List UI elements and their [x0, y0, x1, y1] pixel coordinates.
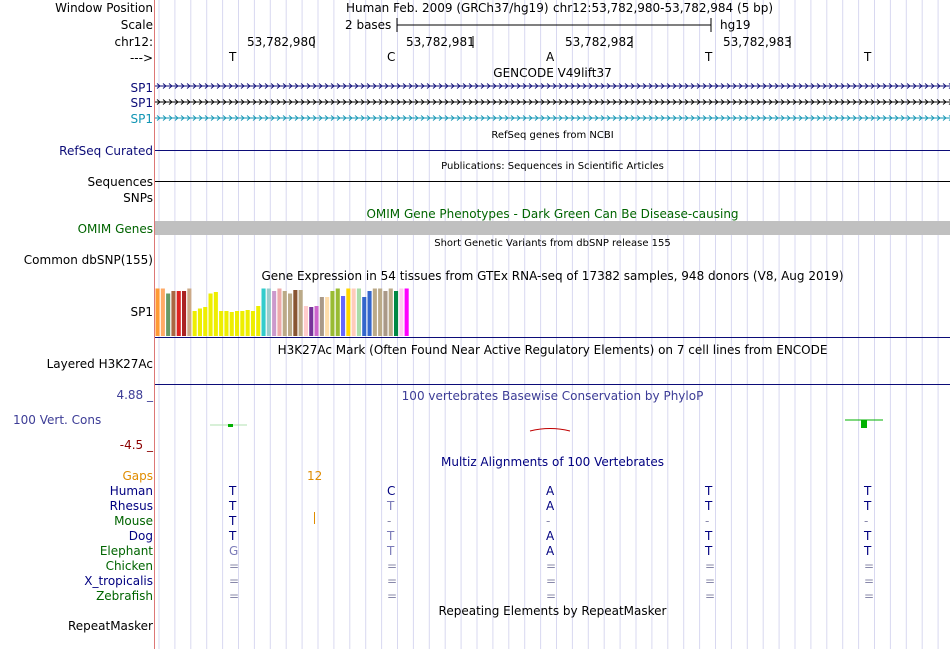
assembly-name: Human Feb. 2009 (GRCh37/hg19) — [346, 1, 549, 15]
gtex-tissue-bar — [378, 289, 382, 337]
gtex-tissue-bar — [166, 294, 170, 337]
omim-label[interactable]: OMIM Genes — [77, 222, 153, 236]
gtex-tissue-bar — [246, 310, 250, 336]
omim-track-title[interactable]: OMIM Gene Phenotypes - Dark Green Can Be Disease-causing — [366, 207, 739, 221]
aligned-base: A — [546, 529, 555, 543]
species-label: Zebrafish — [96, 589, 153, 603]
gaps-label[interactable]: Gaps — [122, 469, 153, 483]
cons-signal[interactable] — [155, 410, 950, 440]
gtex-tissue-bar — [399, 289, 403, 337]
db-name: hg19 — [720, 18, 751, 32]
h3k27ac-label[interactable]: Layered H3K27Ac — [46, 357, 153, 371]
gtex-tissue-bar — [267, 289, 271, 337]
gtex-tissue-bar — [214, 292, 218, 336]
aligned-base: T — [864, 499, 872, 513]
aligned-base: - — [387, 514, 392, 528]
base-letter: T — [705, 50, 713, 64]
coord-label: 53,782,982 — [565, 35, 634, 49]
publications-feature[interactable] — [155, 181, 950, 182]
gap-count: 12 — [307, 469, 323, 483]
chrom-label: chr12: — [114, 35, 153, 49]
gtex-tissue-bar — [230, 312, 234, 336]
transcript-line — [155, 84, 950, 121]
gtex-tissue-bar — [182, 291, 186, 336]
strand-label: ---> — [129, 51, 153, 65]
aligned-base: - — [864, 514, 869, 528]
gtex-tissue-bar — [240, 311, 244, 336]
base-letter: T — [864, 50, 872, 64]
scale-label: Scale — [120, 18, 153, 32]
gtex-tissue-bar — [161, 289, 165, 337]
gtex-tissue-bar — [293, 290, 297, 336]
gencode-transcripts[interactable] — [155, 80, 950, 126]
aligned-base: T — [229, 499, 237, 513]
publications-label[interactable]: Sequences — [87, 175, 153, 189]
gtex-tissue-bar — [357, 289, 361, 337]
gtex-tissue-bar — [251, 311, 255, 336]
base-letter: T — [229, 50, 237, 64]
aligned-base: A — [546, 544, 555, 558]
gtex-tissue-bar — [299, 290, 303, 336]
gtex-tissue-bar — [224, 311, 228, 336]
gencode-track-title[interactable]: GENCODE V49lift37 — [493, 66, 612, 80]
h3k27ac-track-title[interactable]: H3K27Ac Mark (Often Found Near Active Regulatory Elements) on 7 cell lines from ENCODE — [277, 343, 828, 357]
gencode-gene-label[interactable]: SP1 — [130, 112, 153, 126]
aligned-base: = — [864, 589, 875, 603]
gtex-tissue-bar — [304, 306, 308, 336]
gtex-tissue-bar — [193, 311, 197, 336]
h3k27ac-baseline — [155, 384, 950, 385]
gtex-tissue-bar — [177, 291, 181, 336]
snps-label[interactable]: SNPs — [123, 191, 153, 205]
aligned-base: = — [387, 589, 398, 603]
gtex-tissue-bar — [203, 307, 207, 336]
gtex-expression-bars[interactable] — [155, 284, 555, 337]
window-position-label: Window Position — [55, 1, 153, 15]
aligned-base: T — [705, 544, 713, 558]
aligned-base: T — [864, 544, 872, 558]
publications-track-title[interactable]: Publications: Sequences in Scientific Articles — [441, 161, 664, 172]
species-label: X_tropicalis — [84, 574, 153, 588]
gtex-tissue-bar — [277, 289, 281, 337]
gencode-gene-label[interactable]: SP1 — [130, 96, 153, 110]
gtex-tissue-bar — [272, 291, 276, 336]
gtex-tissue-bar — [362, 297, 366, 336]
mouse-insertion-marker — [314, 512, 315, 524]
aligned-base: - — [546, 514, 551, 528]
aligned-base: = — [546, 559, 557, 573]
dbsnp-label[interactable]: Common dbSNP(155) — [23, 253, 153, 267]
gtex-tissue-bar — [383, 291, 387, 336]
gtex-gene-label[interactable]: SP1 — [130, 305, 153, 319]
gtex-tissue-bar — [256, 306, 260, 336]
gtex-track-title[interactable]: Gene Expression in 54 tissues from GTEx RNA-seq of 17382 samples, 948 donors (V8, Aug 2019) — [261, 269, 844, 283]
gtex-tissue-bar — [394, 291, 398, 336]
species-label: Human — [109, 484, 153, 498]
gtex-tissue-bar — [325, 297, 329, 336]
cons-peak — [228, 424, 233, 427]
cons-max-label: 4.88 _ — [116, 388, 153, 402]
gtex-tissue-bar — [288, 294, 292, 337]
aligned-base: = — [546, 574, 557, 588]
gtex-baseline — [155, 337, 950, 338]
base-letter: C — [387, 50, 396, 64]
species-label: Elephant — [99, 544, 153, 558]
cons-track-title[interactable]: 100 vertebrates Basewise Conservation by PhyloP — [401, 389, 704, 403]
aligned-base: T — [229, 529, 237, 543]
aligned-base: T — [705, 499, 713, 513]
repeatmasker-label[interactable]: RepeatMasker — [67, 619, 153, 633]
base-letter: A — [546, 50, 555, 64]
dbsnp-track-title[interactable]: Short Genetic Variants from dbSNP release 155 — [434, 238, 671, 249]
coord-label: 53,782,983 — [723, 35, 792, 49]
repeatmasker-track-title[interactable]: Repeating Elements by RepeatMasker — [438, 604, 667, 618]
gtex-tissue-bar — [368, 291, 372, 336]
gtex-tissue-bar — [315, 306, 319, 336]
cons-min-label: -4.5 _ — [119, 438, 153, 452]
aligned-base: T — [387, 499, 395, 513]
gtex-tissue-bar — [320, 297, 324, 336]
gtex-tissue-bar — [198, 309, 202, 337]
multiz-track-title[interactable]: Multiz Alignments of 100 Vertebrates — [440, 455, 665, 469]
aligned-base: C — [387, 484, 396, 498]
coord-label: 53,782,981 — [406, 35, 475, 49]
aligned-base: = — [229, 559, 240, 573]
species-label: Dog — [128, 529, 153, 543]
aligned-base: T — [864, 529, 872, 543]
gtex-tissue-bar — [219, 311, 223, 336]
gtex-tissue-bar — [330, 291, 334, 336]
aligned-base: T — [705, 484, 713, 498]
species-label: Mouse — [114, 514, 153, 528]
refseq-label[interactable]: RefSeq Curated — [59, 144, 153, 158]
aligned-base: A — [546, 499, 555, 513]
coord-ticks — [155, 34, 950, 50]
gtex-tissue-bar — [389, 289, 393, 337]
gtex-tissue-bar — [156, 289, 160, 337]
aligned-base: G — [229, 544, 239, 558]
refseq-transcript[interactable] — [155, 150, 950, 151]
aligned-base: = — [705, 574, 716, 588]
cons-label[interactable]: 100 Vert. Cons — [13, 413, 102, 427]
aligned-base: T — [387, 544, 395, 558]
aligned-base: = — [387, 559, 398, 573]
aligned-base: = — [546, 589, 557, 603]
cons-peak — [861, 420, 867, 428]
scale-text: 2 bases — [345, 18, 392, 32]
gtex-tissue-bar — [209, 294, 213, 337]
aligned-base: = — [705, 589, 716, 603]
aligned-base: - — [705, 514, 710, 528]
gtex-tissue-bar — [336, 289, 340, 337]
aligned-base: = — [229, 589, 240, 603]
aligned-base: = — [864, 574, 875, 588]
aligned-base: T — [864, 484, 872, 498]
aligned-base: = — [864, 559, 875, 573]
aligned-base: = — [705, 559, 716, 573]
refseq-track-title[interactable]: RefSeq genes from NCBI — [491, 130, 614, 141]
aligned-base: A — [546, 484, 555, 498]
gtex-tissue-bar — [373, 289, 377, 337]
species-label: Chicken — [105, 559, 153, 573]
gtex-tissue-bar — [171, 291, 175, 336]
omim-feature[interactable] — [155, 221, 950, 235]
gtex-tissue-bar — [262, 289, 266, 337]
aligned-base: = — [387, 574, 398, 588]
gtex-tissue-bar — [235, 311, 239, 336]
species-label: Rhesus — [109, 499, 153, 513]
gtex-tissue-bar — [309, 307, 313, 336]
gtex-tissue-bar — [283, 291, 287, 336]
gtex-tissue-bar — [346, 289, 350, 337]
aligned-base: = — [229, 574, 240, 588]
window-position[interactable]: chr12:53,782,980-53,782,984 (5 bp) — [553, 1, 774, 15]
gtex-tissue-bar — [341, 296, 345, 336]
aligned-base: T — [229, 514, 237, 528]
aligned-base: T — [705, 529, 713, 543]
gencode-gene-label[interactable]: SP1 — [130, 81, 153, 95]
aligned-base: T — [387, 529, 395, 543]
scale-bar — [396, 17, 716, 33]
gtex-tissue-bar — [405, 289, 409, 337]
gtex-tissue-bar — [352, 289, 356, 337]
gtex-tissue-bar — [187, 289, 191, 337]
coord-label: 53,782,980 — [247, 35, 316, 49]
aligned-base: T — [229, 484, 237, 498]
